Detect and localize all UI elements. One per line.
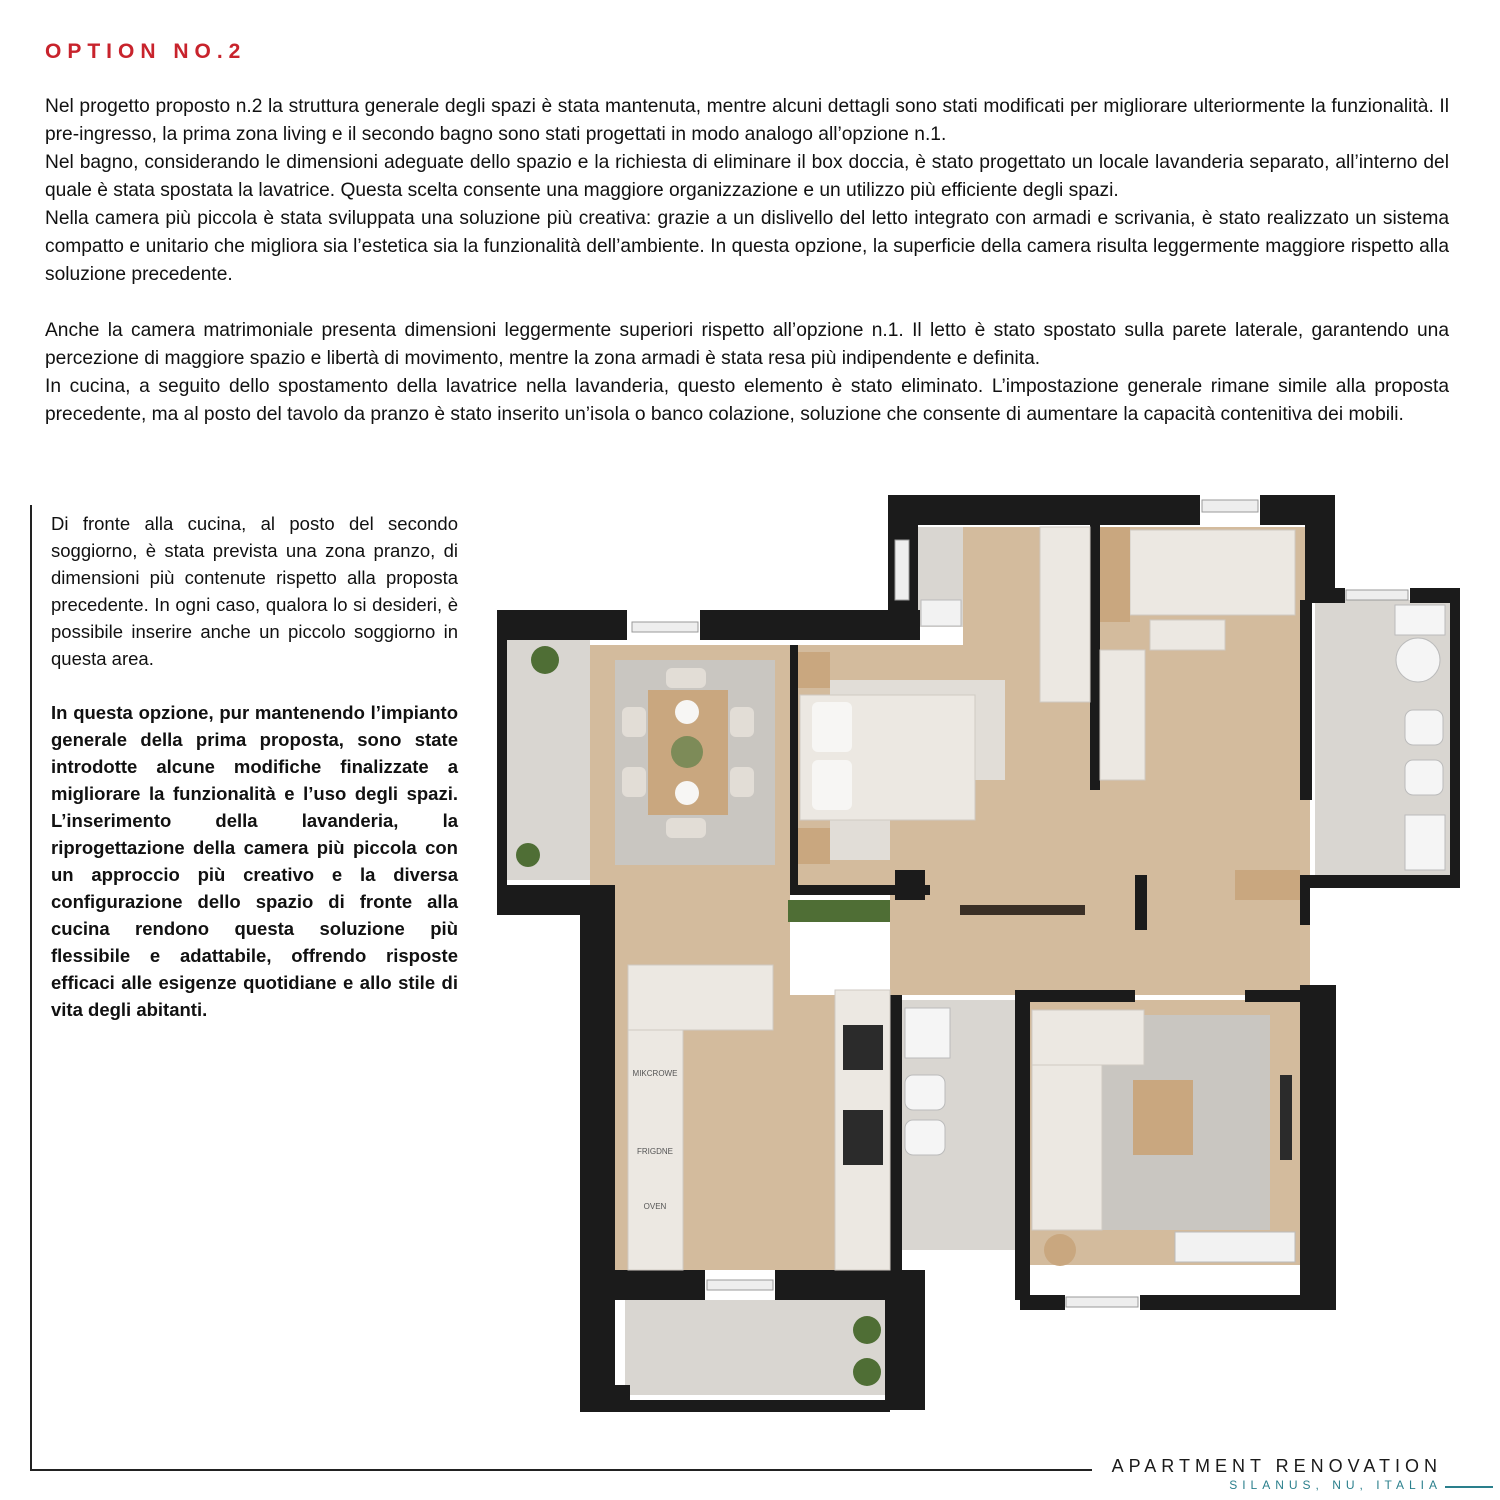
- plant-box: [788, 900, 890, 922]
- wall: [1090, 525, 1100, 790]
- intro-paragraph: Nel bagno, considerando le dimensioni adeguate dello spazio e la richiesta di eliminare il box doccia, è stato progettato un locale lavanderia separato, all’interno del quale è stata spostata la lavatrice. Questa scelta consente una maggiore organizzazione e un utilizzo più efficiente degli spazi.: [45, 152, 1449, 201]
- kitchen-island: [628, 965, 773, 1030]
- wall: [885, 1290, 925, 1410]
- sink-bowl: [1396, 638, 1440, 682]
- wall: [1450, 588, 1460, 888]
- kitchen-sink: [843, 1025, 883, 1070]
- window: [1066, 1297, 1138, 1307]
- wall: [1305, 875, 1460, 888]
- shelving: [1100, 527, 1130, 622]
- intro-paragraph: Nella camera più piccola è stata sviluppata una soluzione più creativa: grazie a un dislivello del letto integrato con armadi e scrivania, è stato realizzato un sistema compatto e unitario che migliora sia l’estetica sia la funzionalità dell’ambiente. In questa opzione, la superficie della camera risulta leggermente maggiore rispetto alla soluzione precedente.: [45, 208, 1449, 285]
- appliance-label-microwave: MIKCROWE: [632, 1069, 678, 1078]
- bench: [1235, 870, 1300, 900]
- wall: [1300, 985, 1336, 1310]
- wall: [580, 885, 615, 1385]
- intro-paragraph: In cucina, a seguito dello spostamento della lavatrice nella lavanderia, questo elemento è stato eliminato. L’impostazione generale rimane simile alla proposta precedente, ma al posto del tavolo da pranzo è stato inserito un’isola o banco colazione, soluzione che consente di aumentare la capacità contenitiva dei mobili.: [45, 376, 1449, 425]
- console: [960, 905, 1085, 915]
- window: [632, 622, 698, 632]
- bidet: [905, 1120, 945, 1155]
- window: [707, 1280, 773, 1290]
- wall: [890, 995, 902, 1275]
- desk: [1150, 620, 1225, 650]
- pillow: [812, 760, 852, 810]
- frame-line-left: [30, 505, 32, 1470]
- side-summary: In questa opzione, pur mantenendo l’impianto generale della prima proposta, sono state introdotte alcune modifiche finalizzate a migliorare la funzionalità e l’uso degli spazi. L’inserimento della lavanderia, la riprogettazione della camera più piccola con un approccio più creativo e la diversa configurazione dello spazio di fronte alla cucina rendono questa soluzione più flessibile e adattabile, offrendo risposte efficaci alle esigenze quotidiane e allo stile di vita degli abitanti.: [51, 702, 458, 1020]
- wall: [1305, 495, 1335, 590]
- balcony-left-floor: [505, 640, 590, 880]
- sofa-chaise: [1032, 1010, 1144, 1065]
- nightstand: [798, 652, 830, 688]
- washing-machine: [921, 600, 961, 626]
- dining-chair: [730, 707, 754, 737]
- coffee-table: [1133, 1080, 1193, 1155]
- plant-pot: [516, 843, 540, 867]
- side-paragraph: Di fronte alla cucina, al posto del secondo soggiorno, è stata prevista una zona pranzo, di dimensioni più contenute rispetto alla proposta precedente. In ogni caso, qualora lo si desideri, è possibile inserire anche un piccolo soggiorno in questa area.: [51, 513, 458, 669]
- wall: [497, 610, 627, 640]
- nightstand: [798, 828, 830, 864]
- vanity: [1395, 605, 1445, 635]
- window: [895, 540, 909, 600]
- appliance-label-oven: OVEN: [643, 1202, 667, 1211]
- window: [1202, 500, 1258, 512]
- intro-text: [45, 93, 1449, 429]
- wall: [1300, 600, 1312, 800]
- bidet: [1405, 760, 1443, 795]
- intro-paragraph: Anche la camera matrimoniale presenta dimensioni leggermente superiori rispetto all’opzione n.1. Il letto è stato spostato sulla parete laterale, garantendo una percezione di maggiore spazio e libertà di movimento, mentre la zona armadi è stata resa più indipendente e definita.: [45, 320, 1449, 369]
- dining-chair: [622, 707, 646, 737]
- wardrobe: [1100, 650, 1145, 780]
- dining-chair: [622, 767, 646, 797]
- footer-accent-line: [1445, 1486, 1493, 1488]
- wall: [700, 610, 920, 640]
- plant-pot: [853, 1358, 881, 1386]
- wall: [790, 645, 798, 895]
- window: [1346, 590, 1408, 600]
- side-text: [51, 510, 458, 1023]
- footer-title: APARTMENT RENOVATION: [1111, 1456, 1442, 1476]
- appliance-label-fridge: FRIGDNE: [637, 1147, 673, 1156]
- wall: [1135, 875, 1147, 930]
- pillow: [812, 702, 852, 752]
- balcony-bottom-floor: [625, 1300, 885, 1395]
- footer-subtitle: SILANUS, NU, ITALIA: [1229, 1478, 1442, 1492]
- toilet: [905, 1075, 945, 1110]
- frame-line-bottom: [30, 1469, 1092, 1471]
- intro-paragraph: Nel progetto proposto n.2 la struttura generale degli spazi è stata mantenuta, mentre alcuni dettagli sono stati modificati per migliorare ulteriormente la funzionalità. Il pre-ingresso, la prima zona living e il secondo bagno sono stati progettati in modo analogo all’opzione n.1.: [45, 96, 1449, 145]
- cooktop: [843, 1110, 883, 1165]
- plate: [675, 700, 699, 724]
- side-table: [1044, 1234, 1076, 1266]
- bathtub-basin: [1405, 815, 1445, 870]
- wall: [580, 1400, 890, 1412]
- dining-chair: [666, 818, 706, 838]
- wall: [1015, 995, 1030, 1300]
- dining-chair: [666, 668, 706, 688]
- wall: [1300, 875, 1310, 925]
- tv-unit: [1280, 1075, 1292, 1160]
- wall: [497, 885, 592, 915]
- wall: [497, 610, 507, 915]
- toilet: [1405, 710, 1443, 745]
- wall: [895, 870, 925, 900]
- wall: [615, 1270, 705, 1300]
- wall: [1245, 990, 1335, 1002]
- flower-vase: [671, 736, 703, 768]
- small-bed: [1130, 530, 1295, 615]
- wall: [775, 1270, 925, 1300]
- wardrobe: [1040, 527, 1090, 702]
- floor-plan: [495, 490, 1465, 1450]
- plant-pot: [531, 646, 559, 674]
- wall: [1140, 1295, 1335, 1310]
- wall: [888, 495, 1200, 525]
- page-title: OPTION NO.2: [45, 40, 247, 63]
- plant-pot: [853, 1316, 881, 1344]
- plate: [675, 781, 699, 805]
- radiator: [1175, 1232, 1295, 1262]
- dining-chair: [730, 767, 754, 797]
- sink-bathroom: [905, 1008, 950, 1058]
- wall: [1015, 990, 1135, 1002]
